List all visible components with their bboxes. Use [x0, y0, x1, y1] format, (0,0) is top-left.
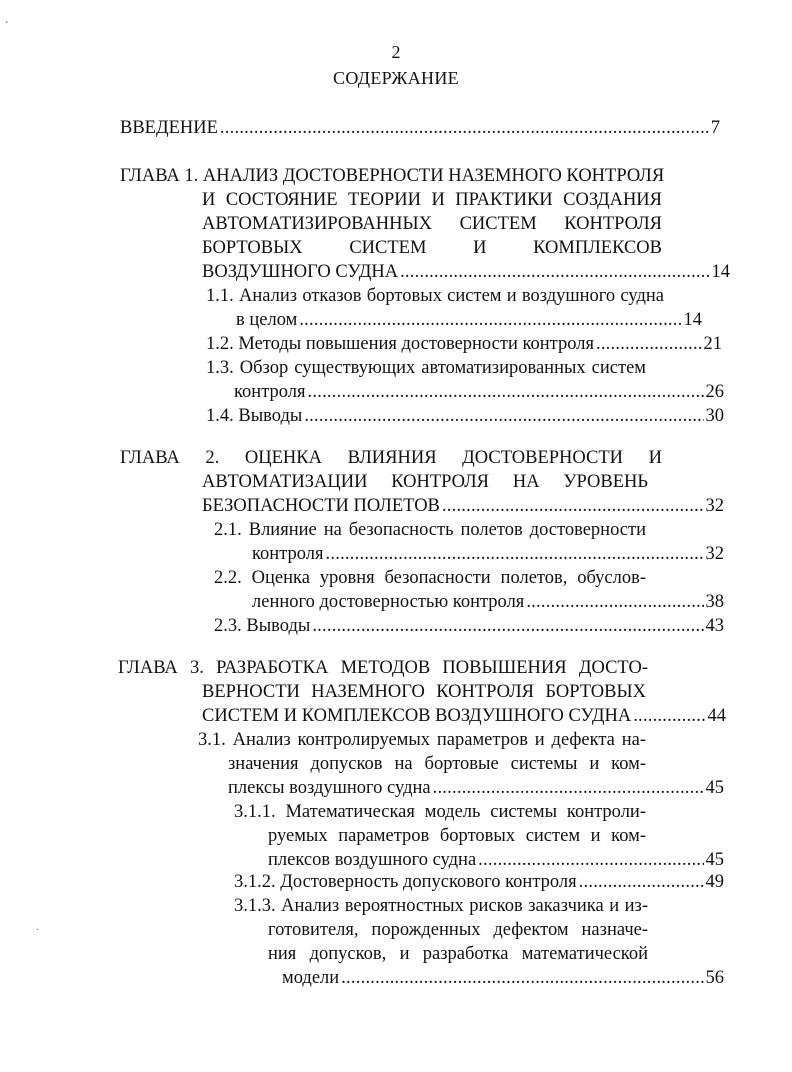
chapter-1-title-line: И СОСТОЯНИЕ ТЕОРИИ И ПРАКТИКИ СОЗДАНИЯ [202, 190, 662, 210]
toc-chapter-3[interactable] [118, 656, 726, 680]
section-1-1-number: 1.1. [206, 286, 234, 306]
section-3-1-1-text-cont: руемых параметров бортовых систем и ком- [268, 826, 646, 846]
chapter-3-page: 44 [707, 706, 726, 726]
leader-dots [308, 380, 704, 404]
section-2-2-text-cont: ленного достоверностью контроля [252, 592, 525, 612]
section-3-1-2-text: Достоверность допускового контроля [280, 872, 577, 892]
section-1-3-page: 26 [705, 382, 724, 402]
section-3-1-1-number: 3.1.1. [234, 802, 276, 822]
leader-dots [442, 494, 704, 518]
leader-dots [433, 776, 704, 800]
section-1-2-text: Методы повышения достоверности контроля [238, 334, 594, 354]
section-1-3-text: Обзор существующих автоматизированных систем [239, 358, 646, 378]
page-number: 2 [391, 42, 401, 62]
section-3-1-3-number: 3.1.3. [234, 896, 276, 916]
section-2-3-text: Выводы [246, 616, 311, 636]
leader-dots [299, 308, 681, 332]
scan-mark: ' [6, 20, 8, 31]
leader-dots [304, 404, 703, 428]
section-1-4-text: Выводы [238, 406, 303, 426]
section-3-1-3-text-cont: ния допусков, и разработка математической [268, 944, 648, 964]
chapter-2-title-line: БЕЗОПАСНОСТИ ПОЛЕТОВ [202, 496, 440, 516]
chapter-2-title-line: АВТОМАТИЗАЦИИ КОНТРОЛЯ НА УРОВЕНЬ [202, 472, 648, 492]
section-3-1-text-cont: значения допусков на бортовые системы и ком- [228, 754, 646, 774]
leader-dots [526, 590, 703, 614]
section-2-1-number: 2.1. [214, 520, 242, 540]
section-1-4-number: 1.4. [206, 406, 234, 426]
toc-section-3-1[interactable] [198, 728, 724, 800]
section-3-1-3-text-cont: готовителя, порожденных дефектом назначе- [268, 920, 648, 940]
toc-chapter-3-cont [202, 680, 726, 728]
section-2-1-page: 32 [705, 544, 724, 564]
leader-dots [400, 260, 709, 284]
leader-dots [220, 116, 709, 140]
section-3-1-text-cont: плексы воздушного судна [228, 778, 431, 798]
chapter-1-title-line: ВОЗДУШНОГО СУДНА [202, 262, 399, 282]
toc-chapter-1-cont [202, 188, 730, 284]
section-3-1-2-page: 49 [705, 872, 724, 892]
chapter-2-title-line: ГЛАВА 2. ОЦЕНКА ВЛИЯНИЯ ДОСТОВЕРНОСТИ И [120, 448, 662, 468]
leader-dots [579, 870, 704, 894]
toc-section-1-4[interactable] [206, 404, 724, 428]
chapter-1-page: 14 [711, 262, 730, 282]
toc-section-3-1-1[interactable] [234, 800, 724, 872]
section-3-1-3-text-cont: модели [282, 968, 340, 988]
toc-chapter-1[interactable] [120, 164, 730, 188]
toc-section-2-2[interactable] [214, 566, 724, 614]
section-2-3-number: 2.3. [214, 616, 242, 636]
chapter-3-title-line: СИСТЕМ И КОМПЛЕКСОВ ВОЗДУШНОГО СУДНА [202, 706, 632, 726]
section-2-3-page: 43 [705, 616, 724, 636]
leader-dots [596, 332, 702, 356]
section-3-1-text: Анализ контролируемых параметров и дефекта на- [232, 730, 646, 750]
toc-section-3-1-2[interactable] [234, 870, 724, 894]
chapter-2-page: 32 [705, 496, 724, 516]
toc-intro[interactable] [120, 116, 720, 140]
section-3-1-number: 3.1. [198, 730, 226, 750]
toc-section-1-3[interactable] [206, 356, 724, 404]
leader-dots [478, 848, 703, 872]
scan-speck: . [36, 922, 39, 933]
section-3-1-3-text: Анализ вероятностных рисков заказчика и из- [281, 896, 648, 916]
toc-intro-page: 7 [710, 118, 720, 138]
chapter-1-title-line: АВТОМАТИЗИРОВАННЫХ СИСТЕМ КОНТРОЛЯ [202, 214, 662, 234]
chapter-1-title-line: АНАЛИЗ ДОСТОВЕРНОСТИ НАЗЕМНОГО КОНТРОЛЯ [202, 166, 665, 186]
toc-section-3-1-3[interactable] [234, 894, 724, 990]
leader-dots [341, 966, 703, 990]
leader-dots [633, 704, 705, 728]
section-1-2-number: 1.2. [206, 334, 234, 354]
section-2-1-text-cont: контроля [252, 544, 324, 564]
toc-chapter-2-cont [202, 470, 724, 518]
toc-intro-text: ВВЕДЕНИЕ [120, 118, 218, 138]
section-2-1-text: Влияние на безопасность полетов достоверности [248, 520, 646, 540]
section-1-1-text: Анализ отказов бортовых систем и воздушного судна [239, 286, 664, 306]
toc-section-2-1[interactable] [214, 518, 724, 566]
chapter-1-prefix: ГЛАВА 1. [120, 166, 199, 186]
toc-section-1-2[interactable] [206, 332, 722, 356]
section-1-4-page: 30 [705, 406, 724, 426]
section-3-1-1-text: Математическая модель системы контроли- [285, 802, 646, 822]
section-1-1-text-cont: в целом [236, 310, 298, 330]
section-2-2-number: 2.2. [214, 568, 242, 588]
section-3-1-2-number: 3.1.2. [234, 872, 276, 892]
section-3-1-3-page: 56 [705, 968, 724, 988]
section-2-2-page: 38 [705, 592, 724, 612]
section-1-2-page: 21 [703, 334, 722, 354]
section-1-3-text-cont: контроля [234, 382, 306, 402]
section-2-2-text: Оценка уровня безопасности полетов, обуслов- [251, 568, 646, 588]
leader-dots [312, 614, 703, 638]
toc-title: СОДЕРЖАНИЕ [333, 68, 459, 88]
section-3-1-page: 45 [705, 778, 724, 798]
toc-section-2-3[interactable] [214, 614, 724, 638]
chapter-3-title-line: ГЛАВА 3. РАЗРАБОТКА МЕТОДОВ ПОВЫШЕНИЯ ДОСТО- [118, 658, 648, 678]
leader-dots [326, 542, 704, 566]
toc-chapter-2[interactable] [120, 446, 724, 470]
section-3-1-1-text-cont: плексов воздушного судна [268, 850, 477, 870]
chapter-1-title-line: БОРТОВЫХ СИСТЕМ И КОМПЛЕКСОВ [202, 238, 662, 258]
section-3-1-1-page: 45 [705, 850, 724, 870]
section-1-3-number: 1.3. [206, 358, 234, 378]
toc-section-1-1[interactable] [206, 284, 702, 332]
chapter-3-title-line: ВЕРНОСТИ НАЗЕМНОГО КОНТРОЛЯ БОРТОВЫХ [202, 682, 646, 702]
section-1-1-page: 14 [683, 310, 702, 330]
